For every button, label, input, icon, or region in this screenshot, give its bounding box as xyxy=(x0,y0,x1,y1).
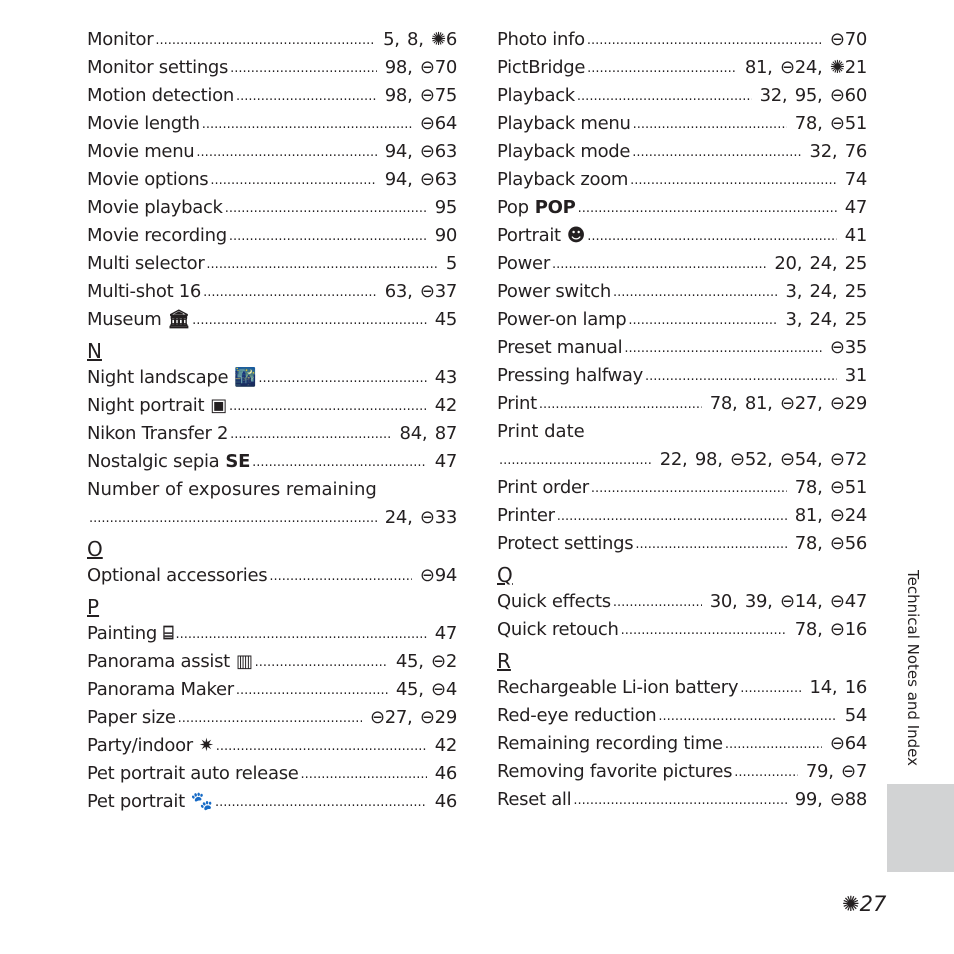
index-entry xyxy=(87,305,457,333)
index-entry xyxy=(497,729,867,757)
index-entry-pages: 30, 39, ⊖14, ⊖47 xyxy=(709,590,867,612)
dot-leader xyxy=(206,249,437,277)
index-entry-term: PictBridge xyxy=(497,56,586,78)
index-entry-pages: 45 xyxy=(434,308,457,330)
dot-leader xyxy=(613,587,702,615)
index-entry-pages: 41 xyxy=(844,224,867,246)
dot-leader xyxy=(236,81,377,109)
index-entry xyxy=(87,165,457,193)
index-entry xyxy=(497,389,867,417)
index-entry-term: Museum xyxy=(87,308,162,330)
index-entry-pages: 14, 16 xyxy=(809,676,867,698)
index-entry-pages: 63, ⊖37 xyxy=(384,280,457,302)
index-column-left xyxy=(87,25,457,815)
index-entry-pages: 81, ⊖24, ✺21 xyxy=(744,56,867,78)
index-entry-term: Pressing halfway xyxy=(497,364,643,386)
index-entry xyxy=(87,249,457,277)
index-entry-pages: 95 xyxy=(434,196,457,218)
index-entry xyxy=(87,647,457,675)
index-entry-term: Multi-shot 16 xyxy=(87,280,202,302)
dot-leader xyxy=(587,53,737,81)
dot-leader xyxy=(630,165,837,193)
index-entry-pages: ⊖64 xyxy=(419,112,457,134)
index-entry-term: Optional accessories xyxy=(87,564,268,586)
index-entry-pages: 84, 87 xyxy=(399,422,457,444)
dot-leader xyxy=(229,221,427,249)
index-entry-term: Motion detection xyxy=(87,84,234,106)
index-entry xyxy=(87,787,457,815)
index-entry-pages: 22, 98, ⊖52, ⊖54, ⊖72 xyxy=(659,448,867,470)
dot-leader xyxy=(236,675,388,703)
index-entry-pages: 78, 81, ⊖27, ⊖29 xyxy=(709,392,867,414)
index-entry-term: Quick retouch xyxy=(497,618,619,640)
index-entry-pages: 46 xyxy=(434,762,457,784)
index-entry-pages: 20, 24, 25 xyxy=(774,252,867,274)
index-entry xyxy=(497,193,867,221)
index-entry xyxy=(497,785,867,813)
index-entry-term: Pet portrait auto release xyxy=(87,762,299,784)
section-tab-marker xyxy=(887,784,954,872)
dot-leader xyxy=(633,109,787,137)
index-entry xyxy=(497,701,867,729)
dot-leader xyxy=(155,25,375,53)
index-entry-pages: 79, ⊖7 xyxy=(805,760,867,782)
index-section-letter: Q xyxy=(497,563,513,587)
dot-leader xyxy=(178,703,362,731)
index-entry-pages: 47 xyxy=(434,450,457,472)
dot-leader xyxy=(621,615,787,643)
index-entry-term: Printer xyxy=(497,504,555,526)
dot-leader xyxy=(499,445,652,473)
index-entry-term: Preset manual xyxy=(497,336,623,358)
index-entry xyxy=(87,81,457,109)
index-entry-pages: ⊖64 xyxy=(829,732,867,754)
index-entry-pages: 78, ⊖16 xyxy=(794,618,867,640)
scene-mode-icon: ▣ xyxy=(210,394,227,416)
index-entry-term: Paper size xyxy=(87,706,176,728)
dot-leader xyxy=(740,673,801,701)
index-entry-pages: ⊖27, ⊖29 xyxy=(369,706,457,728)
index-entry-pages: 3, 24, 25 xyxy=(785,280,867,302)
index-entry-term: Monitor settings xyxy=(87,56,229,78)
scene-mode-icon: SE xyxy=(225,450,251,472)
index-entry xyxy=(497,757,867,785)
dot-leader xyxy=(301,759,427,787)
index-entry-term: Quick effects xyxy=(497,590,611,612)
index-entry-pages: 98, ⊖75 xyxy=(384,84,457,106)
index-entry xyxy=(87,221,457,249)
index-section-letter: N xyxy=(87,339,102,363)
index-entry-term: Night portrait xyxy=(87,394,205,416)
index-entry-pages: 42 xyxy=(434,734,457,756)
index-entry-pages: 47 xyxy=(844,196,867,218)
index-entry-term: Print date xyxy=(497,420,585,442)
dot-leader xyxy=(645,361,837,389)
index-entry-term: Nikon Transfer 2 xyxy=(87,422,229,444)
index-entry-term: Number of exposures remaining xyxy=(87,478,377,500)
index-entry xyxy=(497,221,867,249)
index-entry-pages: ⊖70 xyxy=(829,28,867,50)
scene-mode-icon: POP xyxy=(534,196,576,218)
dot-leader xyxy=(269,561,412,589)
index-entry xyxy=(497,361,867,389)
dot-leader xyxy=(175,619,426,647)
index-entry xyxy=(87,619,457,647)
dot-leader xyxy=(578,193,837,221)
dot-leader xyxy=(587,221,836,249)
scene-mode-icon: 🏛 xyxy=(167,308,191,330)
index-entry-term: Movie playback xyxy=(87,196,223,218)
index-entry-pages: 99, ⊖88 xyxy=(794,788,867,810)
index-entry xyxy=(87,759,457,787)
index-entry xyxy=(497,165,867,193)
index-entry-term: Photo info xyxy=(497,28,585,50)
index-entry xyxy=(87,419,457,447)
scene-mode-icon: 🌃 xyxy=(234,366,257,388)
index-entry-term: Movie options xyxy=(87,168,209,190)
index-entry-pages: 32, 95, ⊖60 xyxy=(759,84,867,106)
dot-leader xyxy=(258,363,426,391)
dot-leader xyxy=(229,391,427,419)
index-entry-term: Remaining recording time xyxy=(497,732,723,754)
index-entry-pages: 42 xyxy=(434,394,457,416)
index-section-letter: P xyxy=(87,595,100,619)
index-entry-pages: 78, ⊖51 xyxy=(794,112,867,134)
index-entry xyxy=(87,277,457,305)
dot-leader xyxy=(734,757,798,785)
dot-leader xyxy=(192,305,427,333)
dot-leader xyxy=(203,277,377,305)
index-entry-term: Pop xyxy=(497,196,529,218)
dot-leader xyxy=(613,277,778,305)
index-entry xyxy=(497,81,867,109)
index-entry-term: Playback menu xyxy=(497,112,631,134)
dot-leader xyxy=(202,109,412,137)
index-entry-term: Movie menu xyxy=(87,140,195,162)
dot-leader xyxy=(725,729,822,757)
dot-leader xyxy=(255,647,388,675)
index-entry xyxy=(87,363,457,391)
index-entry-pages: 24, ⊖33 xyxy=(384,506,457,528)
index-entry-term: Painting xyxy=(87,622,157,644)
index-column-right xyxy=(497,25,867,813)
index-entry-term: Removing favorite pictures xyxy=(497,760,733,782)
index-entry-term: Protect settings xyxy=(497,532,634,554)
index-entry-term: Playback zoom xyxy=(497,168,629,190)
index-entry-term: Power xyxy=(497,252,550,274)
index-entry xyxy=(497,333,867,361)
index-entry-pages: 81, ⊖24 xyxy=(794,504,867,526)
index-entry-term: Playback mode xyxy=(497,140,631,162)
index-entry xyxy=(87,25,457,53)
dot-leader xyxy=(591,473,787,501)
index-entry xyxy=(497,249,867,277)
index-entry-term: Reset all xyxy=(497,788,572,810)
index-entry-pages: 46 xyxy=(434,790,457,812)
index-entry-pages: 94, ⊖63 xyxy=(384,140,457,162)
index-entry-pages: 43 xyxy=(434,366,457,388)
index-entry xyxy=(87,193,457,221)
dot-leader xyxy=(658,701,836,729)
dot-leader xyxy=(539,389,702,417)
index-entry-term: Pet portrait xyxy=(87,790,185,812)
index-entry-pages: 5 xyxy=(445,252,457,274)
index-entry xyxy=(87,137,457,165)
index-entry-term: Print order xyxy=(497,476,589,498)
index-entry-pages: ⊖35 xyxy=(829,336,867,358)
dot-leader xyxy=(230,419,391,447)
index-entry xyxy=(497,501,867,529)
index-entry-pages: 45, ⊖2 xyxy=(395,650,457,672)
index-entry xyxy=(497,137,867,165)
dot-leader xyxy=(573,785,786,813)
index-entry-pages: 32, 76 xyxy=(809,140,867,162)
dot-leader xyxy=(552,249,766,277)
index-entry-pages: 98, ⊖70 xyxy=(384,56,457,78)
index-entry-pages: 54 xyxy=(844,704,867,726)
dot-leader xyxy=(216,731,427,759)
scene-mode-icon: 🐾 xyxy=(190,790,213,812)
index-entry-term: Night landscape xyxy=(87,366,229,388)
scene-mode-icon: ☻ xyxy=(566,224,586,246)
index-entry-term: Playback xyxy=(497,84,575,106)
index-entry-term: Rechargeable Li-ion battery xyxy=(497,676,739,698)
dot-leader xyxy=(230,53,377,81)
dot-leader xyxy=(635,529,786,557)
index-section-letter: O xyxy=(87,537,103,561)
index-entry xyxy=(87,447,457,475)
index-entry-pages: 5, 8, ✺6 xyxy=(383,28,457,50)
index-entry xyxy=(87,53,457,81)
index-entry xyxy=(497,587,867,615)
index-entry xyxy=(497,615,867,643)
index-entry-term: Panorama Maker xyxy=(87,678,234,700)
index-entry-pages: 78, ⊖56 xyxy=(794,532,867,554)
index-entry xyxy=(87,731,457,759)
index-entry xyxy=(497,473,867,501)
index-entry-pages: 31 xyxy=(844,364,867,386)
dot-leader xyxy=(215,787,427,815)
dot-leader xyxy=(89,503,377,531)
dot-leader xyxy=(210,165,376,193)
index-section-letter: R xyxy=(497,649,511,673)
index-entry-term: Movie recording xyxy=(87,224,227,246)
index-entry xyxy=(87,703,457,731)
index-entry-term: Party/indoor xyxy=(87,734,193,756)
index-entry xyxy=(87,109,457,137)
index-entry xyxy=(497,277,867,305)
index-entry xyxy=(497,445,867,473)
index-entry-term: Nostalgic sepia xyxy=(87,450,220,472)
dot-leader xyxy=(252,447,427,475)
dot-leader xyxy=(577,81,752,109)
dot-leader xyxy=(196,137,376,165)
dot-leader xyxy=(628,305,777,333)
index-entry-term: Portrait xyxy=(497,224,561,246)
scene-mode-icon: ▥ xyxy=(235,650,253,672)
index-entry-pages: ⊖94 xyxy=(419,564,457,586)
dot-leader xyxy=(624,333,822,361)
index-entry xyxy=(497,305,867,333)
index-entry xyxy=(87,503,457,531)
index-entry xyxy=(87,391,457,419)
index-entry-term: Power-on lamp xyxy=(497,308,627,330)
dot-leader xyxy=(632,137,801,165)
index-entry-pages: 78, ⊖51 xyxy=(794,476,867,498)
index-entry-term: Power switch xyxy=(497,280,612,302)
index-entry-pages: 3, 24, 25 xyxy=(785,308,867,330)
section-side-label: Technical Notes and Index xyxy=(904,570,922,767)
dot-leader xyxy=(225,193,427,221)
index-entry-term: Panorama assist xyxy=(87,650,230,672)
index-entry-term: Monitor xyxy=(87,28,154,50)
dot-leader xyxy=(587,25,822,53)
index-entry xyxy=(87,561,457,589)
index-entry-term: Movie length xyxy=(87,112,200,134)
index-entry xyxy=(497,529,867,557)
index-entry-term: Red-eye reduction xyxy=(497,704,657,726)
index-entry-pages: 94, ⊖63 xyxy=(384,168,457,190)
index-entry xyxy=(497,109,867,137)
index-entry-pages: 45, ⊖4 xyxy=(395,678,457,700)
index-entry xyxy=(497,673,867,701)
page-number: ✺27 xyxy=(842,892,887,916)
index-entry xyxy=(497,25,867,53)
index-entry-pages: 74 xyxy=(844,168,867,190)
index-entry xyxy=(497,53,867,81)
index-entry-pages: 47 xyxy=(434,622,457,644)
index-entry-term: Multi selector xyxy=(87,252,205,274)
index-entry xyxy=(87,675,457,703)
scene-mode-icon: ✷ xyxy=(198,734,214,756)
index-entry-pages: 90 xyxy=(434,224,457,246)
dot-leader xyxy=(557,501,787,529)
index-entry-term: Print xyxy=(497,392,537,414)
scene-mode-icon: ⌸ xyxy=(162,622,174,644)
